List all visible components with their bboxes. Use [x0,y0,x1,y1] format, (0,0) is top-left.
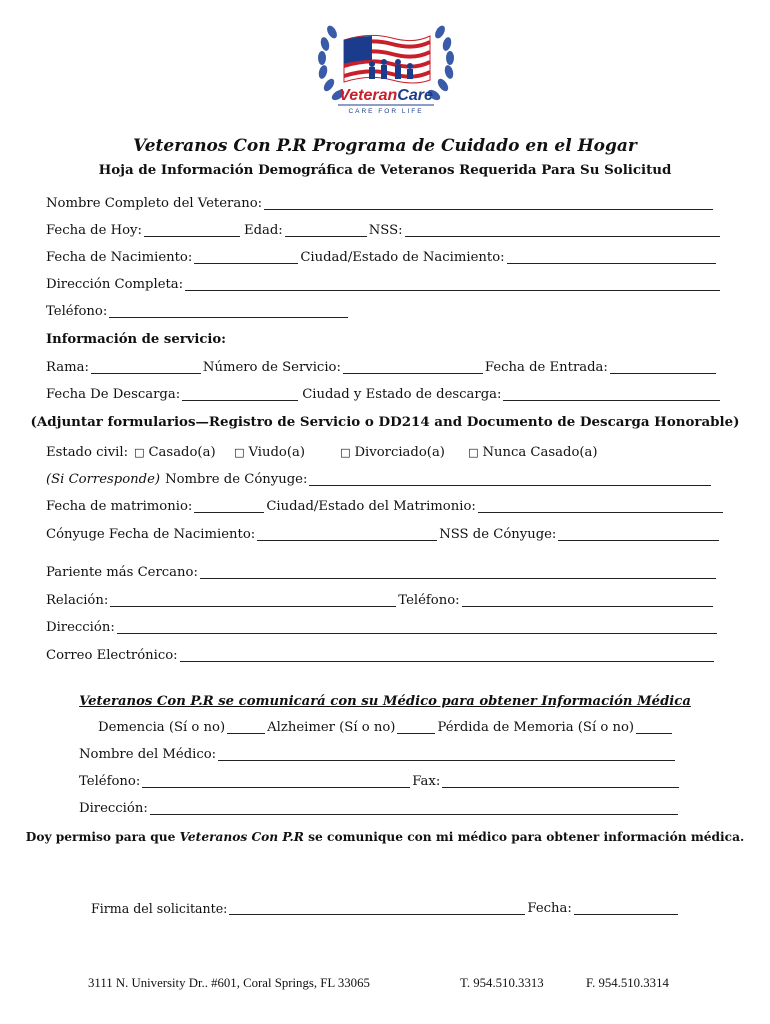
service-number-field[interactable] [343,361,483,374]
dementia-field[interactable] [227,721,265,734]
permission-post: se comunique con mi médico para obtener información médica. [303,830,745,844]
checkbox-icon[interactable]: □ [234,446,245,459]
fax-field[interactable] [442,775,679,788]
option-never-married-label: Nunca Casado(a) [482,445,598,460]
row-marital-status [46,445,722,461]
entry-date-field[interactable] [610,361,716,374]
option-widowed[interactable] [234,445,340,461]
row-kin-address [46,620,719,636]
logo-brand: VeteranCare [339,87,433,104]
row-marriage [46,499,725,515]
doctor-phone-label: Teléfono: [79,774,141,789]
spouse-prefix: (Si Corresponde) [46,472,161,487]
dementia-label: Demencia (Sí o no) [98,720,226,735]
address-field[interactable] [185,278,720,291]
permission-org: Veteranos Con P.R [179,830,304,844]
signature-label: Firma del solicitante: [91,901,228,916]
doctor-address-field[interactable] [150,802,678,815]
email-label: Correo Electrónico: [46,648,178,663]
row-doctor [79,747,677,763]
permission-pre: Doy permiso para que [25,830,180,844]
option-divorced-label: Divorciado(a) [354,445,445,460]
branch-label: Rama: [46,360,89,375]
age-field[interactable] [285,224,367,237]
discharge-place-field[interactable] [503,388,720,401]
row-discharge [46,387,722,403]
spouse-name-field[interactable] [309,473,711,486]
veterancare-logo [310,20,462,120]
today-label: Fecha de Hoy: [46,223,142,238]
fax-label: Fax: [412,774,441,789]
alzheimer-label: Alzheimer (Sí o no) [267,720,396,735]
marriage-date-label: Fecha de matrimonio: [46,499,193,514]
service-heading [46,332,722,348]
row-spouse-name [46,472,713,488]
alzheimer-field[interactable] [397,721,435,734]
row-birth [46,250,718,266]
age-label: Edad: [243,223,283,238]
service-number-label: Número de Servicio: [202,360,341,375]
marital-label: Estado civil: [46,445,129,460]
nearest-kin-label: Pariente más Cercano: [46,565,198,580]
phone-label: Teléfono: [46,304,108,319]
doctor-label: Nombre del Médico: [79,747,217,762]
footer-phone: T. 954.510.3313 [460,976,544,990]
marriage-date-field[interactable] [194,500,264,513]
row-branch [46,360,718,376]
phone-field[interactable] [109,305,348,318]
kin-address-label: Dirección: [46,620,115,635]
logo-tagline: CARE FOR LIFE [348,108,424,115]
doctor-address-label: Dirección: [79,801,148,816]
row-nearest-kin [46,565,718,581]
footer-fax: F. 954.510.3314 [586,976,669,990]
permission-statement [0,830,770,844]
checkbox-icon[interactable]: □ [468,446,479,459]
signature-field[interactable] [229,902,525,915]
ssn-label: NSS: [368,223,403,238]
row-spouse-dob [46,527,721,543]
spouse-name-label: Nombre de Cónyuge: [165,472,308,487]
dob-field[interactable] [194,251,298,264]
row-address [46,277,722,293]
entry-date-label: Fecha de Entrada: [484,360,608,375]
kin-phone-label: Teléfono: [398,593,460,608]
birthplace-field[interactable] [507,251,716,264]
memory-label: Pérdida de Memoria (Sí o no) [437,720,635,735]
service-heading-text: Información de servicio: [46,332,227,347]
spouse-dob-label: Cónyuge Fecha de Nacimiento: [46,527,256,542]
kin-phone-field[interactable] [462,594,713,607]
footer-address: 3111 N. University Dr.. #601, Coral Springs, FL 33065 [88,976,370,990]
spouse-ssn-label: NSS de Cónyuge: [439,527,557,542]
checkbox-icon[interactable]: □ [340,446,351,459]
option-married[interactable] [134,445,234,461]
dob-label: Fecha de Nacimiento: [46,250,193,265]
row-email [46,648,716,664]
doctor-phone-field[interactable] [142,775,410,788]
relation-field[interactable] [110,594,396,607]
row-doctor-phone [79,774,681,790]
option-married-label: Casado(a) [148,445,216,460]
branch-field[interactable] [91,361,201,374]
checkbox-icon[interactable]: □ [134,446,145,459]
option-divorced[interactable] [340,445,468,461]
marriage-place-label: Ciudad/Estado del Matrimonio: [266,499,476,514]
birthplace-label: Ciudad/Estado de Nacimiento: [300,250,505,265]
today-field[interactable] [144,224,240,237]
option-never-married[interactable] [468,445,598,461]
signature-date-field[interactable] [574,902,678,915]
signature-date-label: Fecha: [527,901,572,916]
spouse-dob-field[interactable] [257,528,437,541]
full-name-label: Nombre Completo del Veterano: [46,196,263,211]
form-title: Veteranos Con P.R Programa de Cuidado en el Hogar [133,136,637,156]
discharge-date-label: Fecha De Descarga: [46,387,181,402]
row-date-age-ssn [46,223,722,239]
row-phone [46,304,350,320]
spouse-ssn-field[interactable] [558,528,719,541]
doctor-field[interactable] [218,748,675,761]
row-relation [46,593,715,609]
medical-heading: Veteranos Con P.R se comunicará con su Médico para obtener Información Médica [79,694,691,709]
row-signature [91,901,680,917]
row-conditions [98,720,674,736]
row-doctor-address [79,801,680,817]
email-field[interactable] [180,649,714,662]
logo-graphic [310,20,462,120]
discharge-place-label: Ciudad y Estado de descarga: [302,387,502,402]
nearest-kin-field[interactable] [200,566,716,579]
option-widowed-label: Viudo(a) [248,445,306,460]
ssn-field[interactable] [405,224,720,237]
kin-address-field[interactable] [117,621,717,634]
relation-label: Relación: [46,593,109,608]
memory-field[interactable] [636,721,672,734]
address-label: Dirección Completa: [46,277,184,292]
attach-note: (Adjuntar formularios—Registro de Servicio o DD214 and Documento de Descarga Honorable) [30,414,740,430]
row-full-name [46,196,715,212]
marriage-place-field[interactable] [478,500,723,513]
discharge-date-field[interactable] [182,388,298,401]
form-subtitle: Hoja de Información Demográfica de Veteranos Requerida Para Su Solicitud [98,162,672,178]
full-name-field[interactable] [264,197,713,210]
